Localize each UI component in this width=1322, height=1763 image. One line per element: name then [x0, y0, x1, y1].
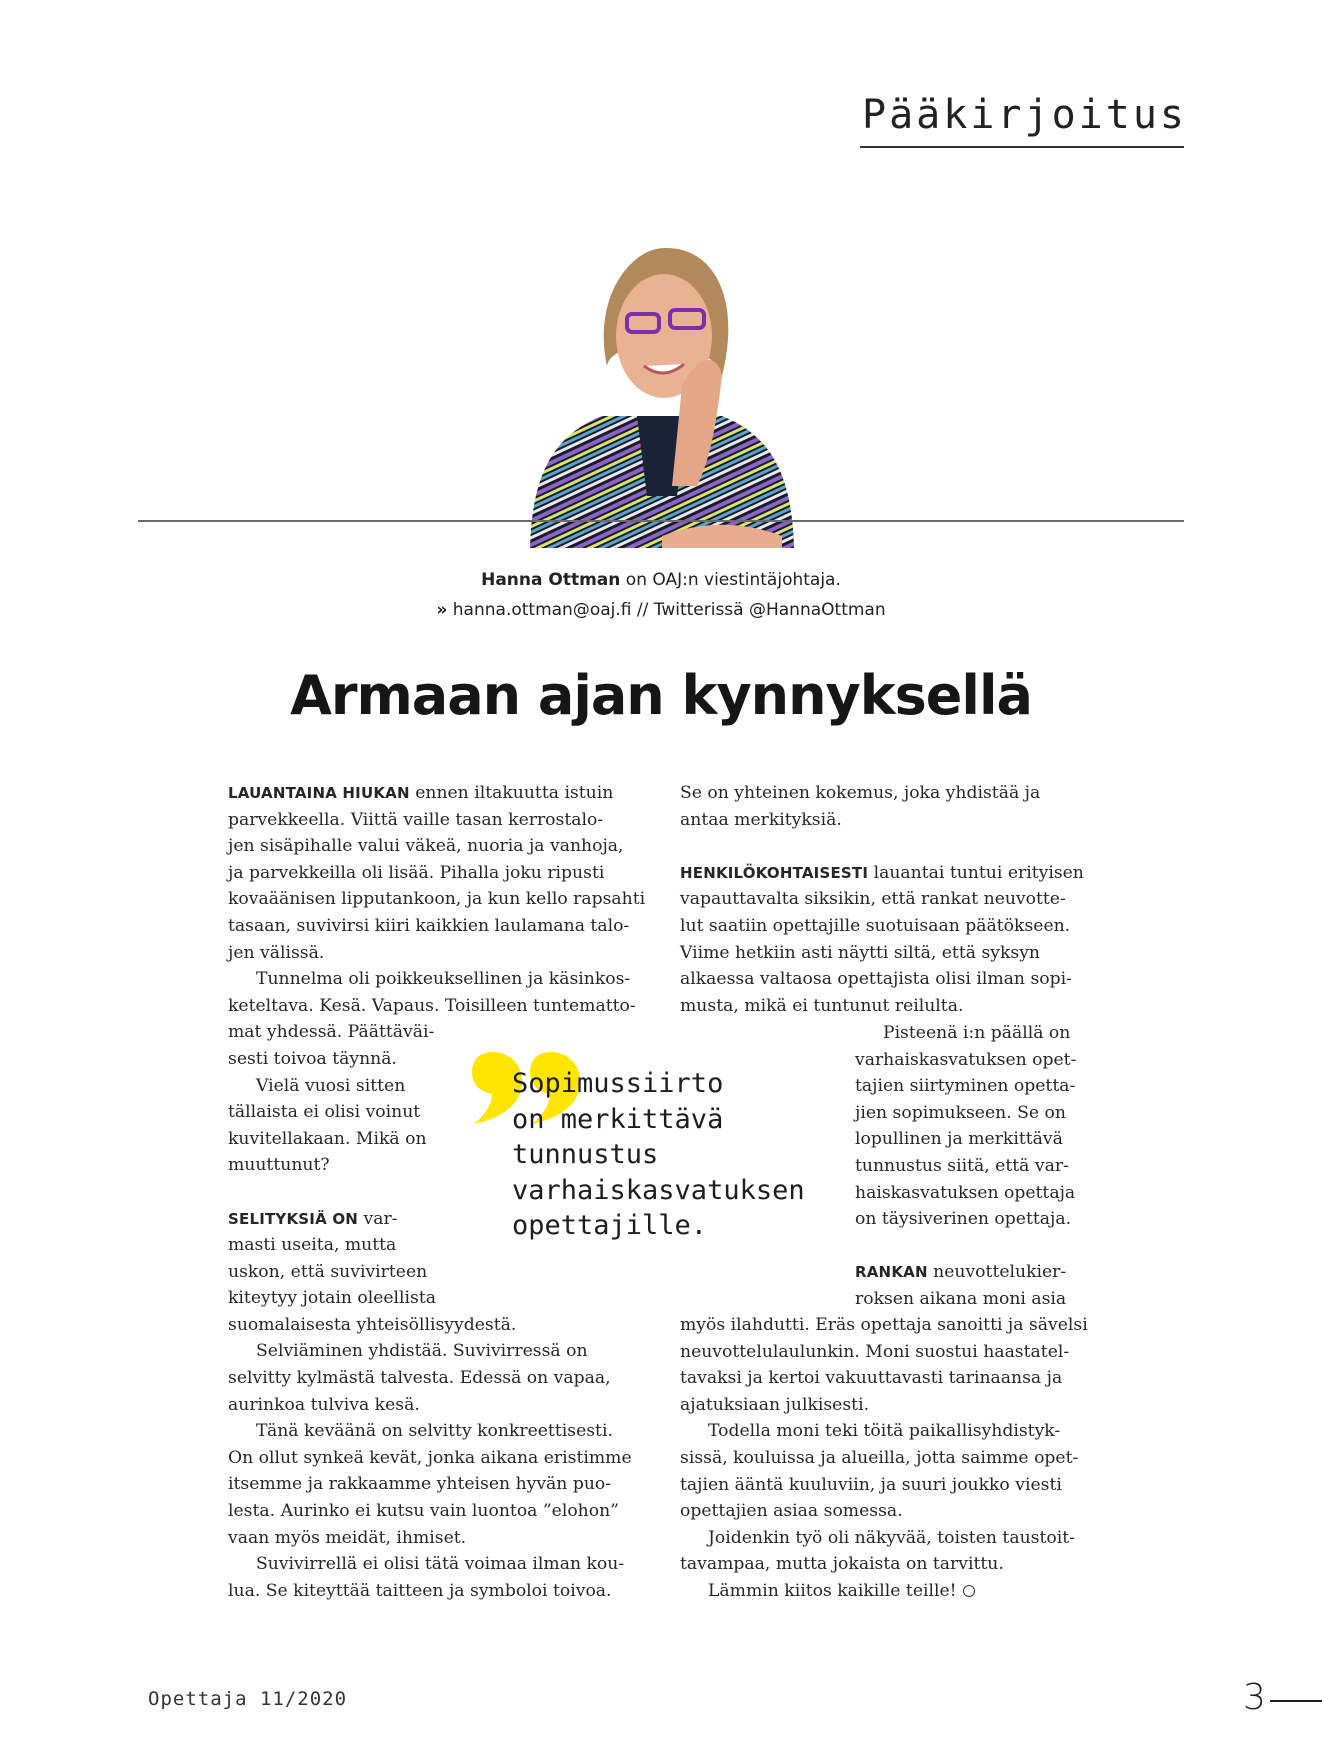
text-content: selvitty kylmästä talvesta. Edessä on vapaa,	[228, 1368, 611, 1389]
text-content: itsemme ja rakkaamme yhteisen hyvän puo-	[228, 1474, 612, 1495]
text-content: Viime hetkiin asti näytti siltä, että syksyn	[680, 942, 1040, 963]
text-line	[228, 1312, 648, 1339]
text-content: Joidenkin työ oli näkyvää, toisten taustoit-	[708, 1527, 1075, 1548]
text-line	[228, 1418, 648, 1445]
text-line	[680, 913, 1100, 940]
text-line	[228, 1525, 648, 1552]
author-role: on OAJ:n viestintäjohtaja.	[625, 570, 841, 590]
text-line	[680, 1551, 1100, 1578]
paragraph-lead-in: SELITYKSIÄ ON	[228, 1209, 359, 1228]
text-content: jen sisäpihalle valui väkeä, nuoria ja vanhoja,	[228, 836, 624, 857]
text-line	[228, 1285, 648, 1312]
text-line	[855, 1286, 1095, 1313]
page-number-rule	[1270, 1700, 1322, 1702]
text-line	[680, 1339, 1100, 1366]
text-content: Se on yhteinen kokemus, joka yhdistää ja	[680, 783, 1041, 803]
text-content: On ollut synkeä kevät, jonka aikana eristimme	[228, 1447, 632, 1468]
text-line	[680, 1418, 1100, 1445]
text-content: Pisteenä i:n päällä on	[883, 1023, 1071, 1043]
text-line	[680, 1525, 1100, 1552]
text-content: tasaan, suvivirsi kiiri kaikkien laulamana talo-	[228, 915, 630, 936]
text-content: sissä, kouluissa ja alueilla, jotta saimme opet-	[680, 1447, 1079, 1468]
text-content: muuttunut?	[228, 1155, 330, 1176]
text-line	[855, 1153, 1095, 1180]
text-line	[680, 1392, 1100, 1419]
text-content: aurinkoa tulviva kesä.	[228, 1394, 420, 1415]
text-line	[228, 833, 648, 860]
text-line	[680, 1472, 1100, 1499]
text-line	[228, 1338, 648, 1365]
text-content: Tänä keväänä on selvitty konkreettisesti.	[256, 1421, 613, 1442]
text-content: Lämmin kiitos kaikille teille!	[708, 1580, 957, 1601]
text-content: vaan myös meidät, ihmiset.	[228, 1527, 467, 1548]
text-line	[228, 940, 648, 967]
text-line	[228, 1365, 648, 1392]
text-content: parvekkeella. Viittä vaille tasan kerrostalo-	[228, 809, 604, 830]
text-line	[228, 1498, 648, 1525]
section-title-underline	[860, 146, 1184, 148]
publication-issue: Opettaja 11/2020	[148, 1688, 348, 1710]
article-column-right-top	[680, 780, 1100, 1019]
text-line	[228, 1471, 648, 1498]
text-line	[855, 1126, 1095, 1153]
text-line	[680, 993, 1100, 1020]
header-divider	[138, 520, 1184, 522]
text-content: kovaäänisen lipputankoon, ja kun kello rapsahti	[228, 889, 646, 910]
section-title: Pääkirjoitus	[862, 92, 1187, 138]
text-content: lesta. Aurinko ei kutsu vain luontoa ”elohon”	[228, 1501, 619, 1522]
text-line	[228, 807, 648, 834]
text-content: ajatuksiaan julkisesti.	[680, 1394, 870, 1415]
text-line	[228, 886, 648, 913]
page-number: 3	[1243, 1677, 1266, 1718]
text-line	[228, 780, 648, 807]
text-content: Todella moni teki töitä paikallisyhdistyk-	[708, 1421, 1061, 1442]
text-line	[680, 833, 1100, 860]
text-content: suomalaisesta yhteisöllisyydestä.	[228, 1314, 517, 1335]
text-line	[228, 1578, 648, 1605]
text-content: antaa merkityksiä.	[680, 809, 842, 830]
text-content: tavaksi ja kertoi vakuuttavasti tarinaansa ja	[680, 1368, 1063, 1389]
text-content: Selviäminen yhdistää. Suvivirressä on	[256, 1341, 588, 1362]
text-line	[228, 993, 648, 1020]
text-content: kuvitellakaan. Mikä on	[228, 1128, 427, 1149]
text-line	[855, 1100, 1095, 1127]
text-content: neuvottelukier-	[927, 1262, 1067, 1283]
pull-quote: Sopimussiirto on merkittävä tunnustus varhaiskasvatuksen opettajille.	[512, 1068, 805, 1242]
text-content: jen välissä.	[228, 942, 325, 963]
text-content: lopullinen ja merkittävä	[855, 1129, 1063, 1150]
text-content: varhaiskasvatuksen opet-	[855, 1049, 1077, 1070]
text-line	[855, 1233, 1095, 1260]
text-content: musta, mikä ei tuntunut reilulta.	[680, 995, 964, 1016]
text-content: Tunnelma oli poikkeuksellinen ja käsinkos-	[256, 969, 631, 990]
text-content: myös ilahdutti. Eräs opettaja sanoitti ja sävelsi	[680, 1315, 1088, 1335]
text-content: Vielä vuosi sitten	[256, 1075, 406, 1096]
text-content: tunnustus siitä, että var-	[855, 1155, 1069, 1176]
text-line	[228, 1445, 648, 1472]
text-line	[680, 860, 1100, 887]
text-content: ennen iltakuutta istuin	[409, 783, 614, 803]
text-content: ja parvekkeilla oli lisää. Pihalla joku ripusti	[228, 862, 605, 883]
article-column-right-narrow	[855, 1020, 1095, 1313]
text-line	[680, 1445, 1100, 1472]
author-contact-text[interactable]: hanna.ottman@oaj.fi // Twitterissä @HannaOttman	[452, 600, 886, 620]
text-content: tajien ääntä kuuluviin, ja suuri joukko viesti	[680, 1474, 1062, 1495]
text-line	[680, 966, 1100, 993]
text-content: tajien siirtyminen opetta-	[855, 1076, 1076, 1097]
author-byline	[0, 570, 1322, 590]
text-content: jien sopimukseen. Se on	[855, 1102, 1066, 1123]
end-circle-icon	[963, 1585, 975, 1597]
text-content: on täysiverinen opettaja.	[855, 1209, 1072, 1230]
paragraph-lead-in: HENKILÖKOHTAISESTI	[680, 863, 869, 882]
text-line	[855, 1180, 1095, 1207]
text-line	[680, 1578, 1100, 1605]
text-line	[228, 1551, 648, 1578]
text-content: lauantai tuntui erityisen	[868, 862, 1084, 883]
paragraph-lead-in: LAUANTAINA HIUKAN	[228, 784, 410, 802]
text-content: tavampaa, mutta jokaista on tarvittu.	[680, 1554, 1004, 1575]
text-content: mat yhdessä. Päättäväi-	[228, 1022, 435, 1043]
text-content: masti useita, mutta	[228, 1235, 397, 1256]
article-column-right-bottom	[680, 1312, 1100, 1605]
author-name: Hanna Ottman	[481, 570, 621, 590]
text-content: Suvivirrellä ei olisi tätä voimaa ilman kou-	[256, 1554, 625, 1575]
paragraph-lead-in: RANKAN	[855, 1263, 928, 1282]
text-line	[855, 1259, 1095, 1286]
contact-arrow-icon: »	[436, 600, 448, 620]
author-portrait	[512, 236, 812, 548]
text-content: kiteytyy jotain oleellista	[228, 1288, 437, 1309]
text-content: var-	[358, 1208, 398, 1229]
text-content: alkaessa valtaosa opettajista olisi ilman sopi-	[680, 969, 1072, 990]
text-line	[680, 807, 1100, 834]
text-line	[680, 1498, 1100, 1525]
text-line	[228, 1392, 648, 1419]
text-content: keteltava. Kesä. Vapaus. Toisilleen tuntematto-	[228, 995, 636, 1016]
text-content: roksen aikana moni asia	[855, 1288, 1067, 1309]
text-content: uskon, että suvivirteen	[228, 1261, 428, 1282]
text-line	[855, 1020, 1095, 1047]
text-content: tällaista ei olisi voinut	[228, 1102, 421, 1123]
text-line	[680, 1365, 1100, 1392]
text-line	[228, 966, 648, 993]
text-line	[855, 1073, 1095, 1100]
author-contact	[0, 600, 1322, 620]
text-content: lua. Se kiteyttää taitteen ja symboloi toivoa.	[228, 1580, 612, 1601]
text-line	[228, 860, 648, 887]
text-content: lut saatiin opettajille suotuisaan päätökseen.	[680, 915, 1071, 936]
text-line	[228, 913, 648, 940]
text-line	[228, 1259, 648, 1286]
text-content: sesti toivoa täynnä.	[228, 1048, 397, 1069]
text-line	[680, 940, 1100, 967]
text-line	[680, 780, 1100, 807]
text-content: opettajien asiaa somessa.	[680, 1501, 903, 1522]
text-content: neuvottelulaulunkin. Moni suostui haastatel-	[680, 1341, 1070, 1362]
text-line	[680, 1312, 1100, 1339]
text-line	[855, 1047, 1095, 1074]
text-content: haiskasvatuksen opettaja	[855, 1182, 1076, 1203]
text-content: vapauttavalta siksikin, että rankat neuvotte-	[680, 889, 1066, 910]
article-headline: Armaan ajan kynnyksellä	[290, 664, 1032, 727]
text-line	[855, 1206, 1095, 1233]
text-line	[680, 886, 1100, 913]
text-line	[228, 1019, 648, 1046]
